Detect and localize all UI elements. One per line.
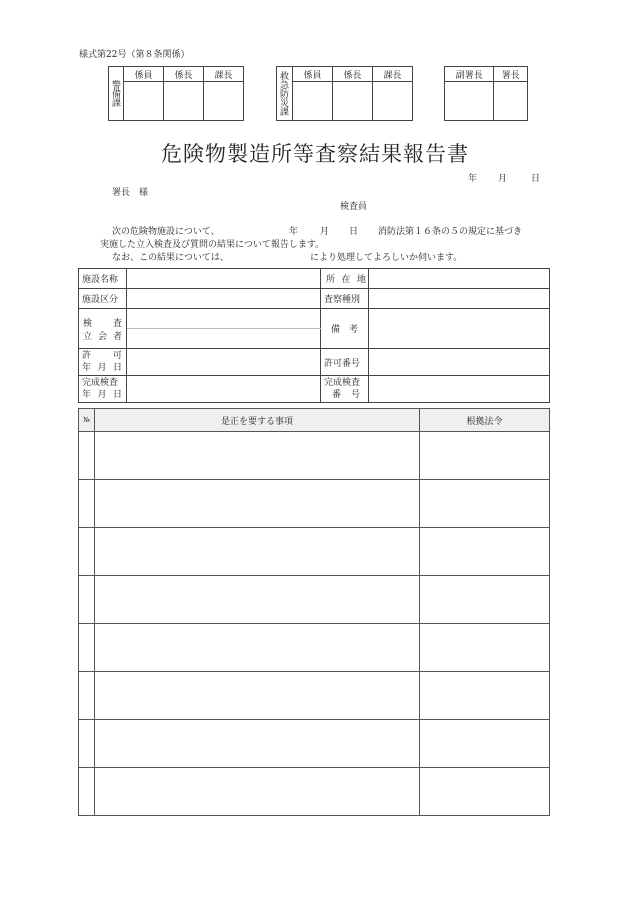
row-law-cell[interactable] xyxy=(420,576,550,624)
permit-number-label: 許可番号 xyxy=(321,349,369,376)
completion-number-label: 完成検査 番 号 xyxy=(321,376,369,403)
table-row xyxy=(79,720,550,768)
row-no-cell[interactable] xyxy=(79,480,95,528)
row-items-cell[interactable] xyxy=(95,480,420,528)
permit-date-label: 許 可 年 月 日 xyxy=(79,349,127,376)
row-law-cell[interactable] xyxy=(420,624,550,672)
completion-date-field[interactable] xyxy=(127,376,321,403)
table-row xyxy=(79,432,550,480)
table-row xyxy=(79,672,550,720)
facility-name-field[interactable] xyxy=(127,269,321,289)
body-line1-month: 月 xyxy=(320,227,330,237)
row-no-cell[interactable] xyxy=(79,624,95,672)
row-no-cell[interactable] xyxy=(79,768,95,816)
location-label: 所 在 地 xyxy=(321,269,369,289)
row-no-cell[interactable] xyxy=(79,576,95,624)
stamp-cell[interactable] xyxy=(293,82,333,121)
row-law-cell[interactable] xyxy=(420,432,550,480)
stamp-col-shocho: 署長 xyxy=(494,67,528,82)
facility-info-table xyxy=(78,268,550,403)
row-no-cell[interactable] xyxy=(79,672,95,720)
completion-number-field[interactable] xyxy=(369,376,550,403)
stamp-cell[interactable] xyxy=(494,82,528,121)
stamp-label-keibi: 警備課 xyxy=(109,67,124,121)
inspection-type-label: 査察種別 xyxy=(321,289,369,309)
table-row xyxy=(79,528,550,576)
stamp-cell[interactable] xyxy=(164,82,204,121)
row-law-cell[interactable] xyxy=(420,672,550,720)
facility-name-label: 施設名称 xyxy=(79,269,127,289)
inspection-attendee-field[interactable] xyxy=(127,309,321,329)
body-line1-start: 次の危険物施設について、 xyxy=(112,227,220,237)
row-law-cell[interactable] xyxy=(420,528,550,576)
stamp-cell[interactable] xyxy=(204,82,244,121)
table-row xyxy=(79,480,550,528)
stamp-col-kakaricho: 係長 xyxy=(333,67,373,82)
inspection-attendee-field-2[interactable] xyxy=(127,329,321,349)
col-header-law: 根拠法令 xyxy=(420,409,550,432)
body-line1-day: 日 xyxy=(349,227,359,237)
location-field[interactable] xyxy=(369,269,550,289)
stamp-label-kyukyu: 救急防災課 xyxy=(277,67,293,121)
stamp-box-keibi xyxy=(108,66,244,121)
permit-number-field[interactable] xyxy=(369,349,550,376)
row-no-cell[interactable] xyxy=(79,720,95,768)
body-line1-end: 消防法第１６条の５の規定に基づき xyxy=(378,227,523,237)
permit-date-field[interactable] xyxy=(127,349,321,376)
form-number: 様式第22号（第８条関係） xyxy=(79,50,190,60)
row-law-cell[interactable] xyxy=(420,480,550,528)
row-items-cell[interactable] xyxy=(95,432,420,480)
body-line2: 実施した立入検査及び質問の結果について報告します。 xyxy=(100,240,325,250)
body-line3-start: なお、この結果については、 xyxy=(112,253,229,263)
date-year: 年 xyxy=(468,174,478,184)
stamp-col-fukushocho: 副署長 xyxy=(445,67,494,82)
stamp-box-kyukyu xyxy=(276,66,413,121)
remarks-field[interactable] xyxy=(369,309,550,349)
row-items-cell[interactable] xyxy=(95,768,420,816)
stamp-col-kakariin: 係員 xyxy=(124,67,164,82)
facility-category-field[interactable] xyxy=(127,289,321,309)
remarks-label: 備 考 xyxy=(321,309,369,349)
inspection-attendee-label: 検 査 立 会 者 xyxy=(79,309,127,349)
table-row xyxy=(79,768,550,816)
stamp-col-kakaricho: 係長 xyxy=(164,67,204,82)
date-day: 日 xyxy=(531,174,541,184)
date-month: 月 xyxy=(498,174,508,184)
stamp-cell[interactable] xyxy=(124,82,164,121)
row-items-cell[interactable] xyxy=(95,672,420,720)
inspection-type-field[interactable] xyxy=(369,289,550,309)
stamp-box-executive xyxy=(444,66,528,121)
row-law-cell[interactable] xyxy=(420,768,550,816)
col-header-items: 是正を要する事項 xyxy=(95,409,420,432)
row-no-cell[interactable] xyxy=(79,528,95,576)
facility-category-label: 施設区分 xyxy=(79,289,127,309)
body-line3-end: により処理してよろしいか伺います。 xyxy=(310,253,463,263)
correction-items-table xyxy=(78,408,550,816)
body-line1-year: 年 xyxy=(289,227,299,237)
stamp-cell[interactable] xyxy=(333,82,373,121)
table-row xyxy=(79,576,550,624)
stamp-col-kakariin: 係員 xyxy=(293,67,333,82)
table-row xyxy=(79,624,550,672)
row-items-cell[interactable] xyxy=(95,576,420,624)
row-items-cell[interactable] xyxy=(95,720,420,768)
inspector-label: 検査員 xyxy=(340,202,368,212)
stamp-cell[interactable] xyxy=(373,82,413,121)
stamp-cell[interactable] xyxy=(445,82,494,121)
stamp-col-kacho: 課長 xyxy=(373,67,413,82)
page-title: 危険物製造所等査察結果報告書 xyxy=(161,142,469,166)
row-no-cell[interactable] xyxy=(79,432,95,480)
col-header-no: № xyxy=(79,409,95,432)
row-items-cell[interactable] xyxy=(95,624,420,672)
stamp-col-kacho: 課長 xyxy=(204,67,244,82)
completion-date-label: 完成検査 年 月 日 xyxy=(79,376,127,403)
row-law-cell[interactable] xyxy=(420,720,550,768)
row-items-cell[interactable] xyxy=(95,528,420,576)
addressee: 署長 様 xyxy=(112,188,149,198)
